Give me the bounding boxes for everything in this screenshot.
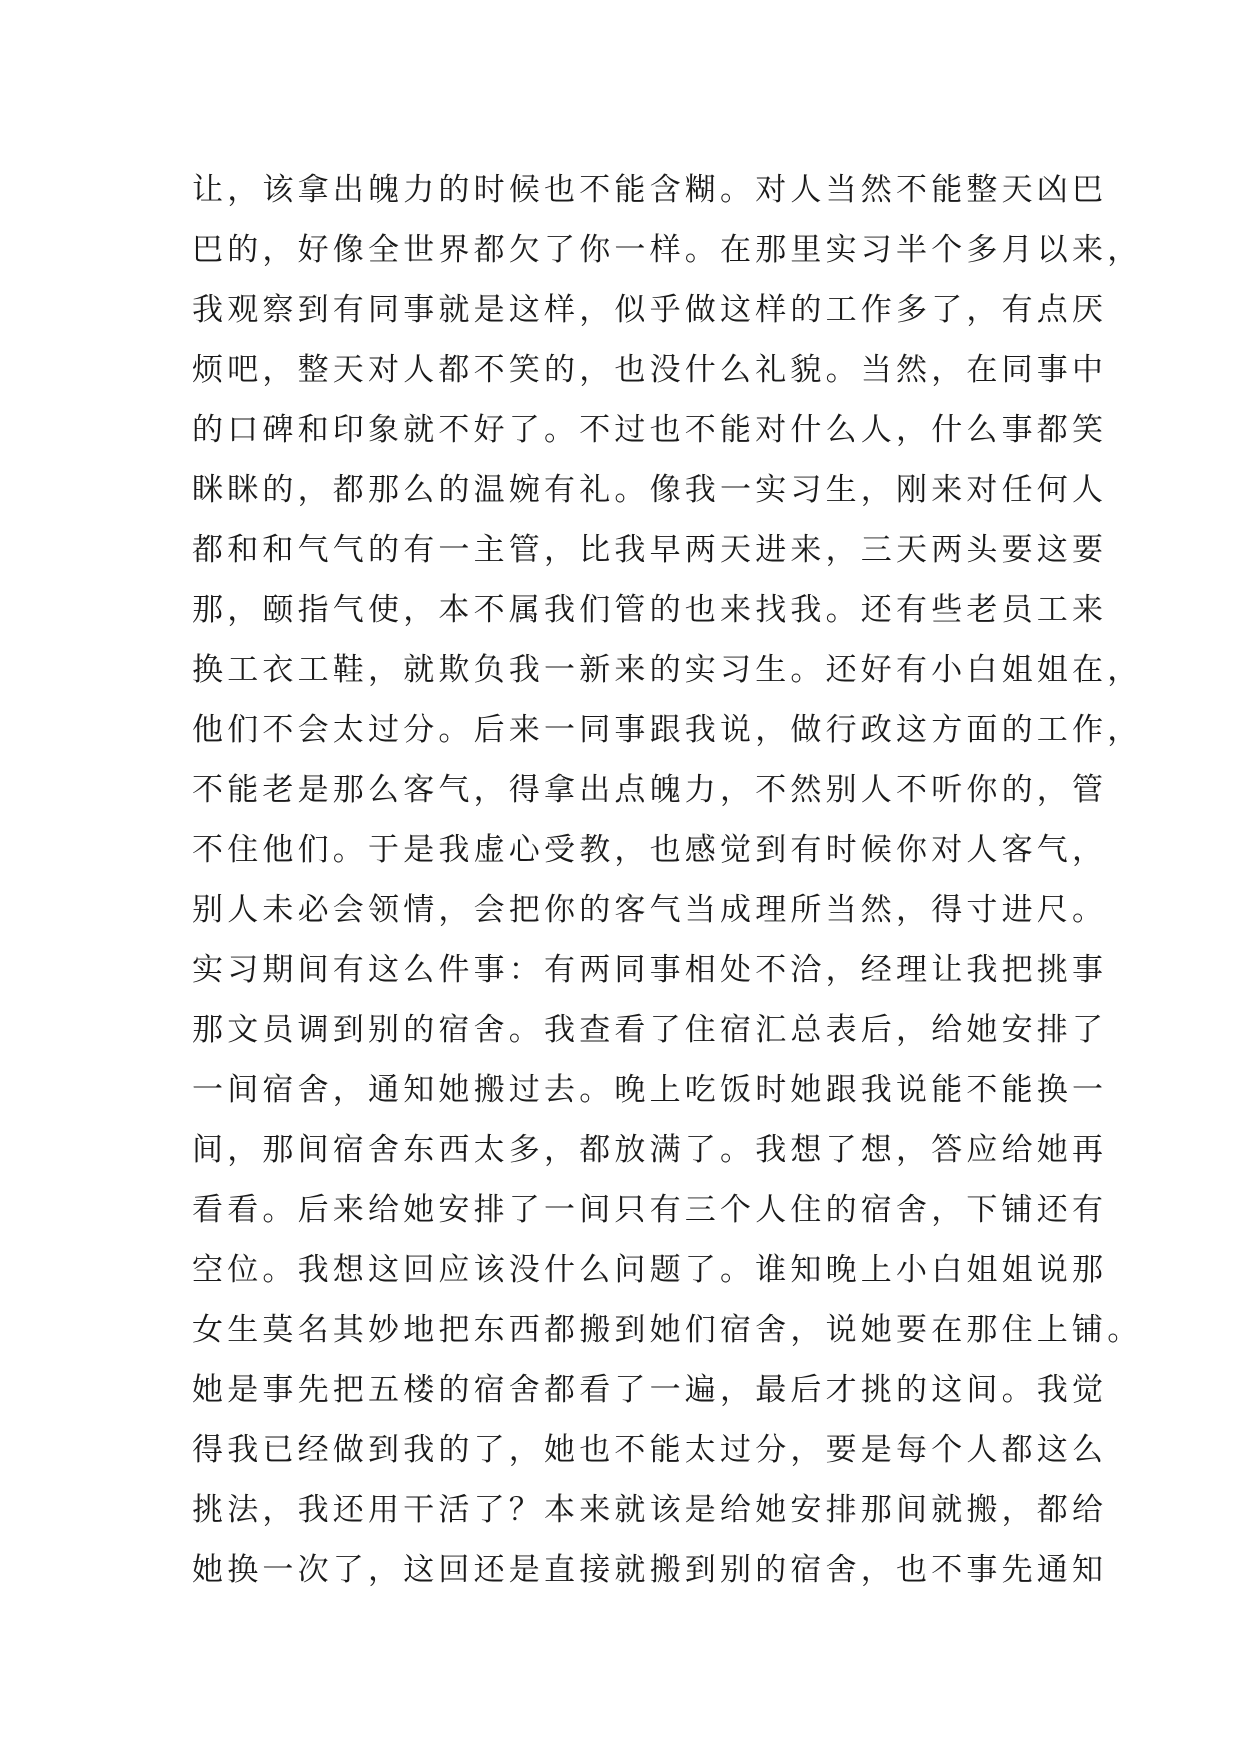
text-line: 实习期间有这么件事：有两同事相处不洽，经理让我把挑事 [192, 952, 1108, 988]
text-line: 间，那间宿舍东西太多，都放满了。我想了想，答应给她再 [192, 1132, 1108, 1168]
text-line: 不住他们。于是我虚心受教，也感觉到有时候你对人客气， [192, 832, 1108, 868]
text-line: 女生莫名其妙地把东西都搬到她们宿舍，说她要在那住上铺。 [192, 1312, 1143, 1348]
text-line: 她是事先把五楼的宿舍都看了一遍，最后才挑的这间。我觉 [192, 1372, 1108, 1408]
text-line: 烦吧，整天对人都不笑的，也没什么礼貌。当然，在同事中 [192, 352, 1108, 388]
text-line: 巴的，好像全世界都欠了你一样。在那里实习半个多月以来， [192, 232, 1143, 268]
text-line: 那文员调到别的宿舍。我查看了住宿汇总表后，给她安排了 [192, 1012, 1108, 1048]
text-line: 他们不会太过分。后来一同事跟我说，做行政这方面的工作， [192, 712, 1143, 748]
text-line: 看看。后来给她安排了一间只有三个人住的宿舍，下铺还有 [192, 1192, 1108, 1228]
text-line: 空位。我想这回应该没什么问题了。谁知晚上小白姐姐说那 [192, 1252, 1108, 1288]
text-line: 挑法，我还用干活了？本来就该是给她安排那间就搬，都给 [192, 1492, 1108, 1528]
body-text [192, 160, 1143, 1600]
text-line: 让，该拿出魄力的时候也不能含糊。对人当然不能整天凶巴 [192, 172, 1108, 208]
text-line: 都和和气气的有一主管，比我早两天进来，三天两头要这要 [192, 532, 1108, 568]
text-line: 不能老是那么客气，得拿出点魄力，不然别人不听你的，管 [192, 772, 1108, 808]
text-line: 那，颐指气使，本不属我们管的也来找我。还有些老员工来 [192, 592, 1108, 628]
text-line: 得我已经做到我的了，她也不能太过分，要是每个人都这么 [192, 1432, 1108, 1468]
text-line: 的口碑和印象就不好了。不过也不能对什么人，什么事都笑 [192, 412, 1108, 448]
text-line: 一间宿舍，通知她搬过去。晚上吃饭时她跟我说能不能换一 [192, 1072, 1108, 1108]
text-line: 她换一次了，这回还是直接就搬到别的宿舍，也不事先通知 [192, 1552, 1108, 1588]
text-line: 换工衣工鞋，就欺负我一新来的实习生。还好有小白姐姐在， [192, 652, 1143, 688]
text-line: 眯眯的，都那么的温婉有礼。像我一实习生，刚来对任何人 [192, 472, 1108, 508]
text-line: 别人未必会领情，会把你的客气当成理所当然，得寸进尺。 [192, 892, 1108, 928]
text-line: 我观察到有同事就是这样，似乎做这样的工作多了，有点厌 [192, 292, 1108, 328]
